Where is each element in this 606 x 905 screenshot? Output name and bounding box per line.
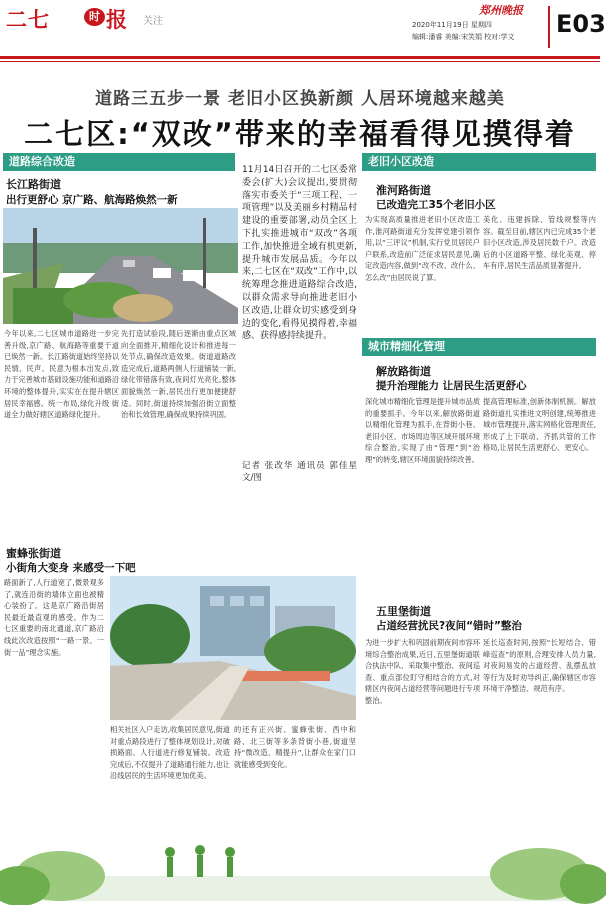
section-bar-oldarea: 老旧小区改造 — [362, 153, 596, 171]
issue-date: 2020年11月19日 星期四 — [412, 21, 492, 29]
section-tag: 关注 — [143, 16, 163, 27]
oldarea-body-col1: 为实现高质量推进老旧小区改造工作,淮河路街道充分发挥党建引领作用,以“三评议”机制,实行党员居民户户联系,改造前广泛征求居民意见,确定改造内容,做到“改不改、改什么、怎么改”由居民说了算。 — [365, 215, 480, 282]
mifeng-heading-street: 蜜蜂张街道 — [6, 547, 61, 560]
wulibao-body-col2: 延长巡查时间,按照“长短结合、错峰巡查”的原则,合理安排人员力量,对夜间易发的占道经营、乱摆乱放等行为及时劝导纠正,确保辖区市容环境干净整洁、规范有序。 — [483, 638, 596, 694]
section-bar-road: 道路综合改造 — [3, 153, 235, 171]
wulibao-heading-street: 五里堡街道 — [376, 605, 431, 618]
oldarea-body-col2: 美化、违建拆除、管线规整等内容。截至目前,辖区内已完成35个老旧小区改造,涉及居民数千户。改造后的小区道路平整、绿化美观、停车有序,居民生活品质显著提升。 — [483, 215, 596, 271]
road-heading-street: 长江路街道 — [6, 178, 61, 191]
header-thin-rule — [0, 61, 600, 62]
masthead-title-badge: 时 — [84, 8, 105, 26]
mifeng-heading-title: 小街角大变身 来感受一下吧 — [6, 562, 136, 574]
editor-credits: 编辑:潘睿 美编:宋笑娟 校对:学文 — [412, 33, 515, 41]
refined-heading-title: 提升治理能力 让居民生活更舒心 — [376, 380, 527, 392]
mifeng-body-col1: 路面新了,人行道宽了,微景观多了,就连沿街的墙体立面也被精心装扮了。这是京广路沿街居民最近最直观的感受。作为二七区重要的南北通道,京广路沿线此次改造按照“一路一景、一街一品”理念实施。 — [4, 578, 104, 657]
oldarea-heading-street: 淮河路街道 — [376, 184, 431, 197]
road-heading-title: 出行更舒心 京广路、航海路焕然一新 — [6, 194, 178, 206]
header-divider — [548, 6, 550, 48]
road-body-col2: 先打造试验段,随后逐渐由重点区域向全面推开,精细化设计和推进每一处节点,确保改造效果。街道道路改造完成后,道路两侧人行道铺装一新,绿化带错落有致,夜间灯光亮化,整体面貌焕然一新,居民出行更加便捷舒适。同时,街道持续加强沿街立面整治和长效管理,确保成果持续巩固。 — [121, 329, 236, 420]
mifeng-body-col3: 的还有正兴街、蜜蜂张街、西中和路、北三街等多条背街小巷,街道坚持“微改造、精提升”,让群众在家门口就能感受到变化。 — [234, 725, 356, 769]
mifeng-body-col2: 相关社区入户走访,收集居民意见,街道对重点路段进行了整体规划设计,对破损路面、人行道进行修复铺装。改造完成后,不仅提升了道路通行能力,也让沿线居民的生活环境更加优美。 — [110, 725, 230, 781]
newspaper-logo: 郑州晚报 — [479, 4, 523, 17]
masthead-title-right: 报 — [106, 8, 127, 32]
header-rule — [0, 56, 600, 59]
page-number: E03 — [556, 10, 606, 38]
refined-heading-street: 解放路街道 — [376, 365, 431, 378]
wulibao-body-col1: 为进一步扩大和巩固前期夜间市容环境综合整治成果,近日,五里堡街道联合执法中队、采取集中整治、夜间巡查、重点部位盯守相结合的方式,对辖区内夜间占道经营等问题进行专项整治。 — [365, 638, 481, 705]
mifeng-photo — [110, 576, 356, 720]
main-headline: 二七区:“双改”带来的幸福看得见摸得着 — [24, 117, 576, 151]
oldarea-heading-title: 已改造完工35个老旧小区 — [376, 199, 496, 211]
road-body-col1: 今年以来,二七区城市道路进一步完善升级,京广路、航海路等重要干道已焕然一新。长江路街道始终坚持以民情、民声、民意为根本出发点,致力于完善城市基础设施功能和道路沿环境的整体提升,实实在在提升辖区居民幸福感。统一布局,绿化升级 街道全力做好辖区道路绿化提升。 — [4, 329, 120, 420]
footer-illustration — [0, 836, 600, 901]
headline-kicker: 道路三五步一景 老旧小区换新颜 人居环境越来越美 — [95, 89, 505, 109]
refined-body-col2: 提高管理标准,创新体制机制。解放路街道扎实推进文明创建,统筹推进城市管理提升,落实网格化管理责任,形成了上下联动、齐抓共管的工作格局,让居民生活更舒心、更安心。 — [483, 397, 596, 453]
intro-body: 11月14日召开的二七区委常委会(扩大)会议提出,要贯彻落实市委关于“三项工程、一项管理”以及美丽乡村精品村建设的重要部署,动员全区上下扎实推进城市“双改”各项工作,加快推进全域有机更新,提升城市发展品质。今年以来,二七区在“双改”工作中,以统筹理念推进道路综合改造,以群众需求导向推进老旧小区改造,让群众切实感受到身边的变化,看得见摸得着,幸福感、获得感持续提升。 — [242, 165, 357, 342]
refined-body-col1: 深化城市精细化管理是提升城市品质的重要抓手。今年以来,解放路街道以精细化管理为抓手,在背街小巷、老旧小区、市场周边等区域开展环境综合整治,实现了由“管理”到“治理”的转变,辖区环境面貌持续改善。 — [365, 397, 481, 464]
byline: 记者 张改华 通讯员 郭佳星 文/图 — [242, 461, 357, 483]
wulibao-heading-title: 占道经营扰民?夜间“错时”整治 — [376, 620, 522, 632]
section-bar-refined: 城市精细化管理 — [362, 338, 596, 356]
masthead-title-left: 二七 — [6, 8, 50, 32]
road-photo — [3, 208, 238, 324]
